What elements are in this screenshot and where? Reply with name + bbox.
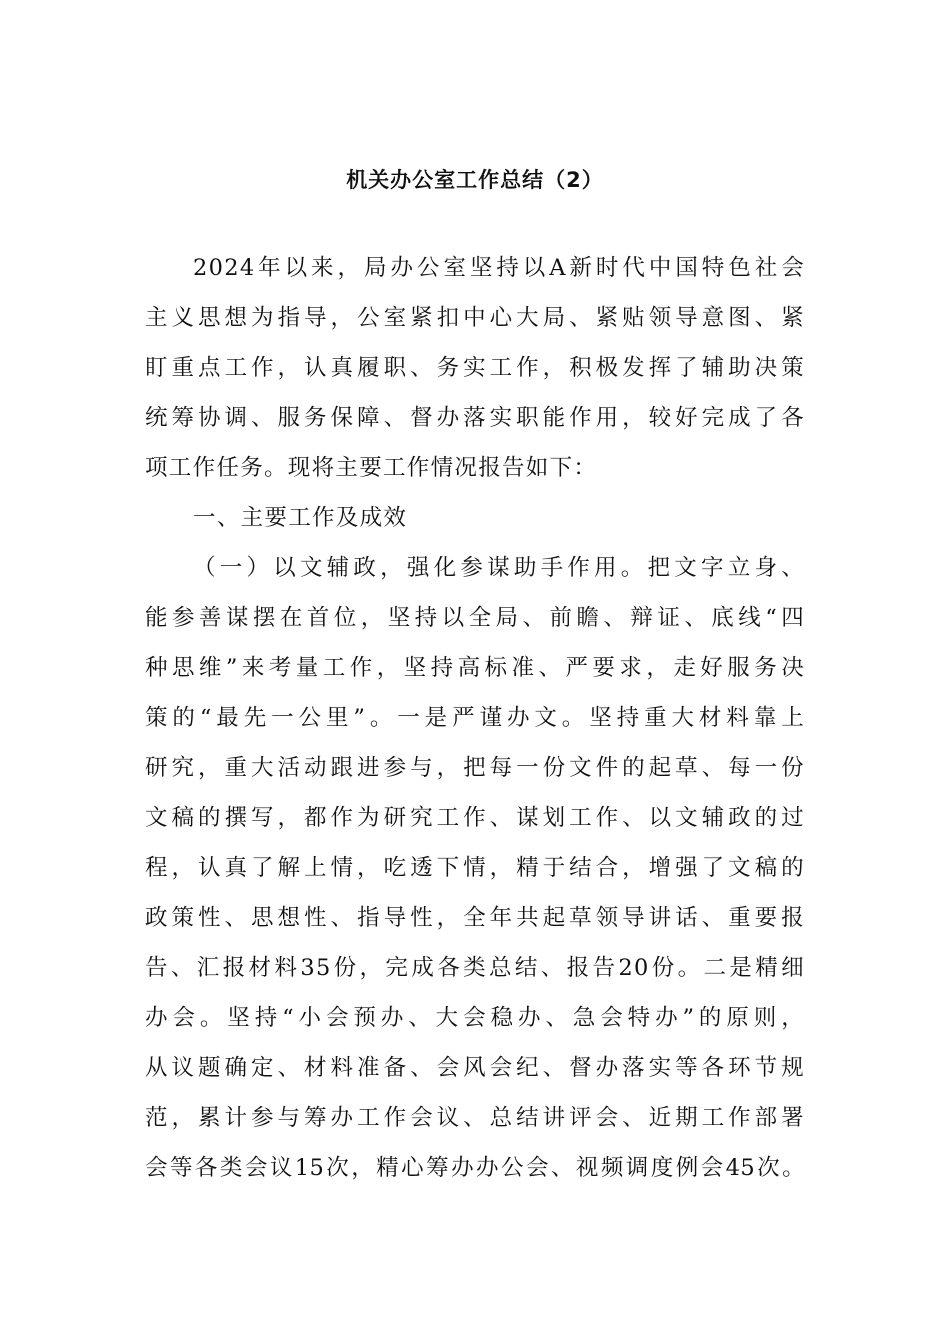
body-line: 文稿的撰写，都作为研究工作、谋划工作、以文辅政的过 — [145, 805, 805, 831]
body-line: 告、汇报材料35份，完成各类总结、报告20份。二是精细 — [145, 955, 805, 981]
body-line: 2024年以来，局办公室坚持以A新时代中国特色社会 — [193, 255, 805, 281]
section-heading: 一、主要工作及成效 — [193, 505, 408, 531]
body-line: 办会。坚持“小会预办、大会稳办、急会特办”的原则， — [145, 1005, 805, 1031]
body-line: 种思维”来考量工作，坚持高标准、严要求，走好服务决 — [145, 655, 805, 681]
body-line: 范，累计参与筹办工作会议、总结讲评会、近期工作部署 — [145, 1105, 805, 1131]
body-line: （一）以文辅政，强化参谋助手作用。把文字立身、 — [193, 555, 805, 581]
body-line: 项工作任务。现将主要工作情况报告如下： — [145, 455, 598, 481]
body-line: 统筹协调、服务保障、督办落实职能作用，较好完成了各 — [145, 405, 805, 431]
body-line: 能参善谋摆在首位，坚持以全局、前瞻、辩证、底线“四 — [145, 605, 805, 631]
body-line: 主义思想为指导，公室紧扣中心大局、紧贴领导意图、紧 — [145, 305, 805, 331]
body-line: 政策性、思想性、指导性，全年共起草领导讲话、重要报 — [145, 905, 805, 931]
document-title: 机关办公室工作总结（2） — [346, 168, 604, 192]
body-line: 程，认真了解上情，吃透下情，精于结合，增强了文稿的 — [145, 855, 805, 881]
body-line: 会等各类会议15次，精心筹办办公会、视频调度例会45次。 — [145, 1155, 805, 1181]
body-line: 策的“最先一公里”。一是严谨办文。坚持重大材料靠上 — [145, 705, 805, 731]
body-line: 从议题确定、材料准备、会风会纪、督办落实等各环节规 — [145, 1055, 805, 1081]
body-line: 研究，重大活动跟进参与，把每一份文件的起草、每一份 — [145, 755, 805, 781]
body-line: 盯重点工作，认真履职、务实工作，积极发挥了辅助决策 — [145, 355, 805, 381]
